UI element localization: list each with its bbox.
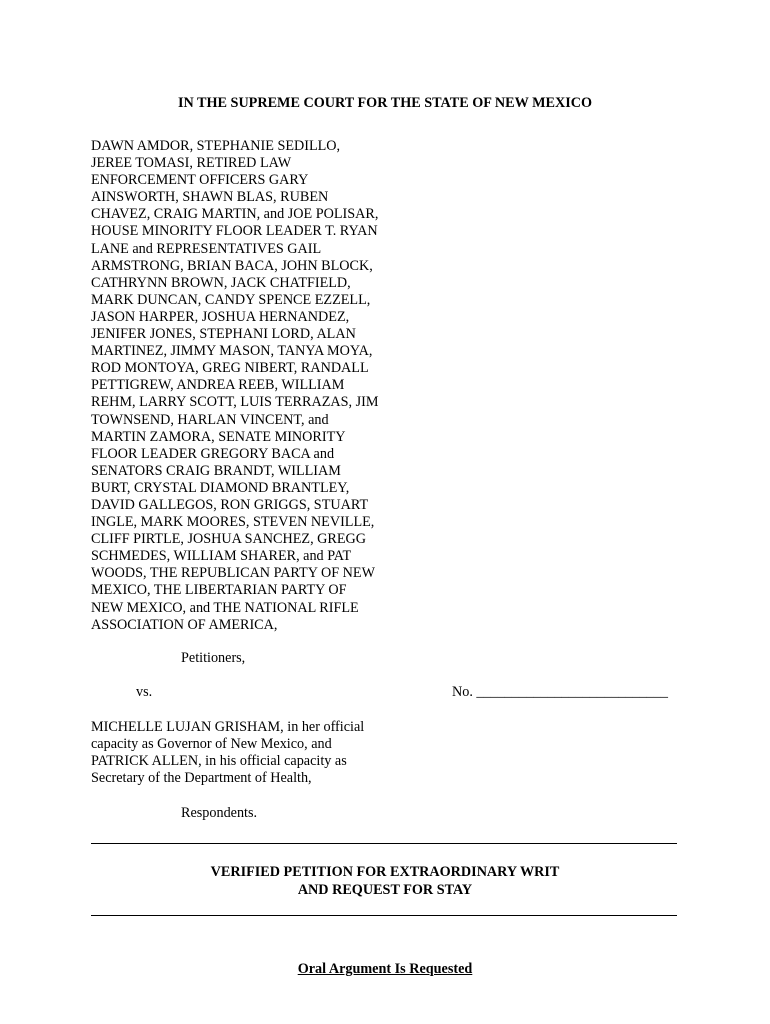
petitioner-line: CLIFF PIRTLE, JOSHUA SANCHEZ, GREGG — [91, 531, 367, 548]
respondent-line: capacity as Governor of New Mexico, and — [91, 736, 332, 753]
petitioners-caption — [91, 138, 401, 634]
case-number-field: No. ___________________________ — [452, 684, 668, 700]
petitioner-line: JASON HARPER, JOSHUA HERNANDEZ, — [91, 308, 350, 325]
petitioner-line: ARMSTRONG, BRIAN BACA, JOHN BLOCK, — [91, 257, 373, 274]
petitioner-line: ENFORCEMENT OFFICERS GARY — [91, 172, 309, 189]
petitioner-line: DAWN AMDOR, STEPHANIE SEDILLO, — [91, 138, 341, 154]
petitioner-line: ASSOCIATION OF AMERICA, — [91, 616, 278, 633]
petitioners-label: Petitioners, — [181, 650, 246, 666]
document-title — [0, 863, 770, 899]
petitioner-line: TOWNSEND, HARLAN VINCENT, and — [91, 411, 329, 428]
petitioner-line: INGLE, MARK MOORES, STEVEN NEVILLE, — [91, 514, 375, 531]
petitioner-line: MEXICO, THE LIBERTARIAN PARTY OF — [91, 582, 347, 599]
respondent-line: Secretary of the Department of Health, — [91, 770, 312, 787]
petitioner-line: DAVID GALLEGOS, RON GRIGGS, STUART — [91, 496, 369, 513]
petitioner-line: MARK DUNCAN, CANDY SPENCE EZZELL, — [91, 291, 371, 308]
oral-argument-request: Oral Argument Is Requested — [297, 961, 473, 977]
respondent-line: PATRICK ALLEN, in his official capacity as — [91, 753, 347, 770]
divider-top — [91, 843, 677, 844]
petitioner-line: WOODS, THE REPUBLICAN PARTY OF NEW — [91, 565, 375, 582]
respondents-label: Respondents. — [181, 805, 258, 821]
petitioner-line: CHAVEZ, CRAIG MARTIN, and JOE POLISAR, — [91, 206, 379, 223]
petitioner-line: NEW MEXICO, and THE NATIONAL RIFLE — [91, 599, 359, 616]
document-title-line: VERIFIED PETITION FOR EXTRAORDINARY WRIT — [210, 864, 560, 880]
petitioner-line: AINSWORTH, SHAWN BLAS, RUBEN — [91, 189, 329, 206]
petitioner-line: LANE and REPRESENTATIVES GAIL — [91, 240, 322, 257]
petitioner-line: SCHMEDES, WILLIAM SHARER, and PAT — [91, 548, 352, 565]
petitioner-line: ROD MONTOYA, GREG NIBERT, RANDALL — [91, 360, 369, 377]
petitioner-line: JENIFER JONES, STEPHANI LORD, ALAN — [91, 326, 356, 343]
petitioner-line: PETTIGREW, ANDREA REEB, WILLIAM — [91, 377, 345, 394]
respondent-line: MICHELLE LUJAN GRISHAM, in her official — [91, 719, 365, 735]
petitioner-line: SENATORS CRAIG BRANDT, WILLIAM — [91, 462, 341, 479]
document-title-line: AND REQUEST FOR STAY — [297, 882, 473, 898]
petitioner-line: MARTIN ZAMORA, SENATE MINORITY — [91, 428, 346, 445]
petitioner-line: REHM, LARRY SCOTT, LUIS TERRAZAS, JIM — [91, 394, 379, 411]
petitioner-line: BURT, CRYSTAL DIAMOND BRANTLEY, — [91, 479, 350, 496]
petitioner-line: JEREE TOMASI, RETIRED LAW — [91, 155, 292, 172]
respondents-caption — [91, 719, 401, 787]
petitioner-line: MARTINEZ, JIMMY MASON, TANYA MOYA, — [91, 343, 373, 360]
petitioner-line: HOUSE MINORITY FLOOR LEADER T. RYAN — [91, 223, 378, 240]
divider-bottom — [91, 915, 677, 916]
versus-label: vs. — [136, 684, 153, 700]
petitioner-line: FLOOR LEADER GREGORY BACA and — [91, 445, 335, 462]
court-title: IN THE SUPREME COURT FOR THE STATE OF NEW MEXICO — [177, 95, 593, 111]
petitioner-line: CATHRYNN BROWN, JACK CHATFIELD, — [91, 274, 351, 291]
